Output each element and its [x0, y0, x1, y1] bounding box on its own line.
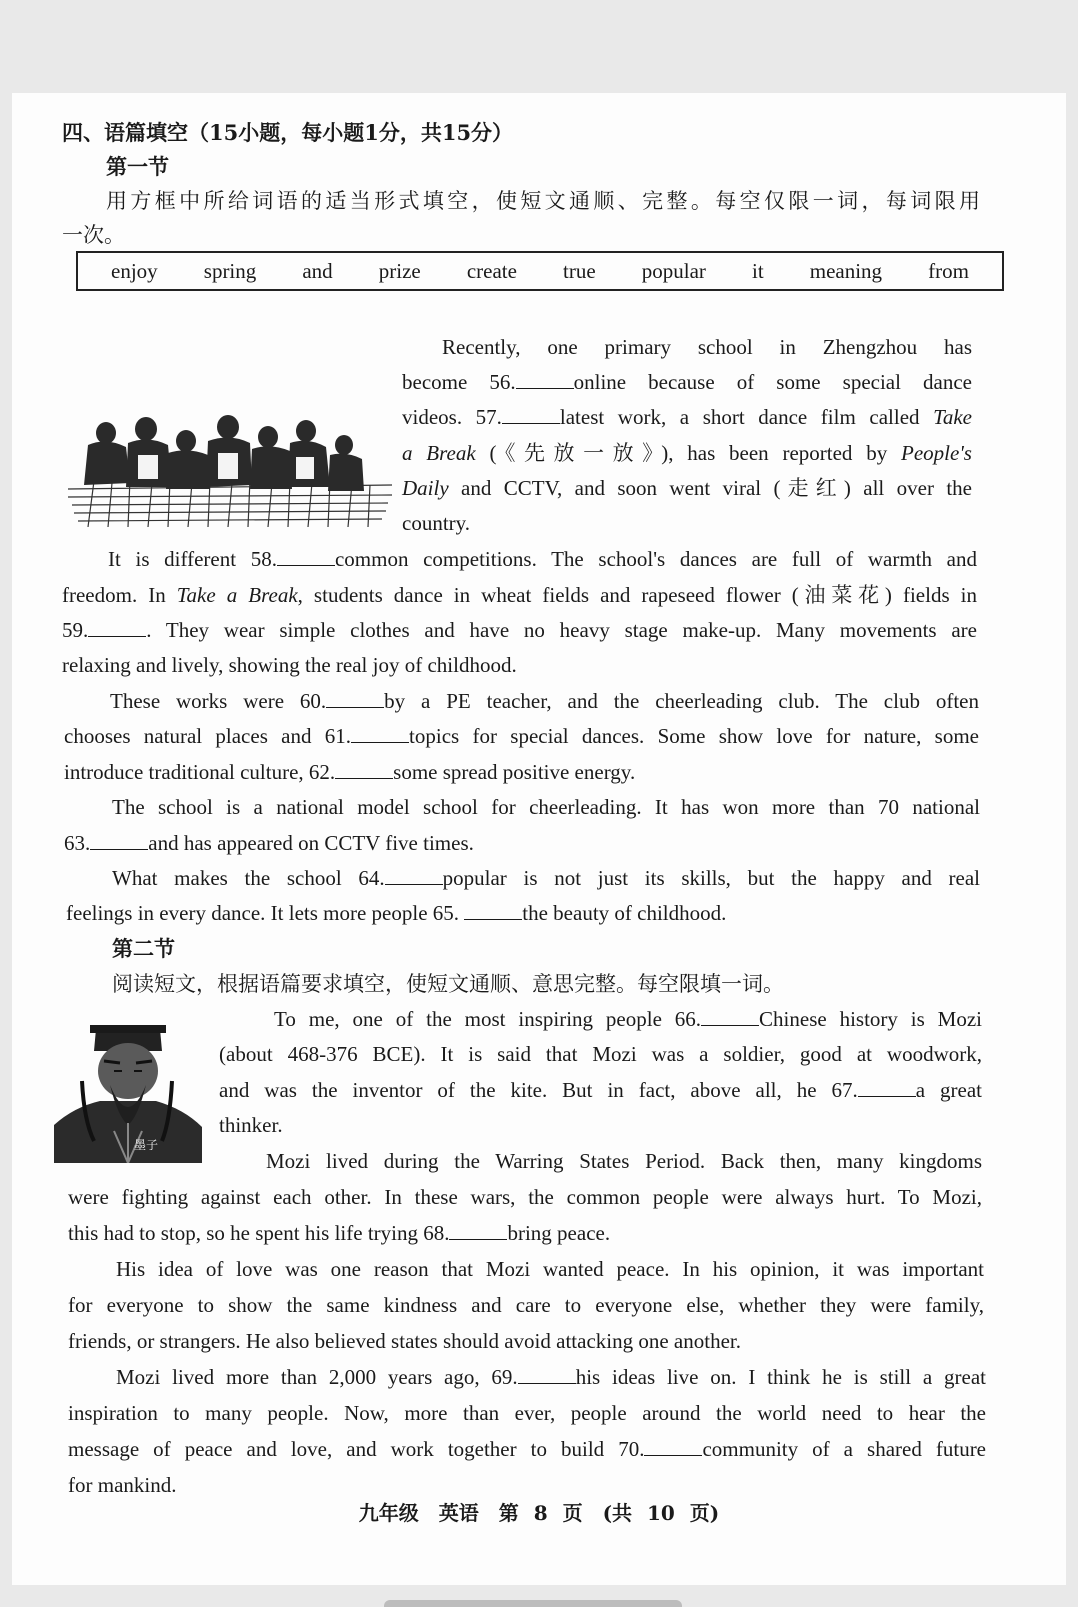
word-box: [76, 251, 1004, 291]
passage1-line: relaxing and lively, showing the real joy of childhood.: [62, 653, 517, 677]
passage1-line: These works were 60. by a PE teacher, and the cheerleading club. The club often: [110, 689, 979, 713]
answer-blank-61[interactable]: [351, 724, 409, 743]
word-box-item: create: [466, 258, 517, 283]
word-box-item: from: [928, 258, 969, 283]
passage1-line: introduce traditional culture, 62. some spread positive energy.: [64, 760, 636, 784]
passage2-line: this had to stop, so he spent his life trying 68. bring peace.: [68, 1221, 611, 1245]
passage1-line: What makes the school 64. popular is not just its skills, but the happy and real: [112, 866, 981, 890]
part1-instruction: 用方框中所给词语的适当形式填空，使短文通顺、完整。每空仅限一词，每词限用: [106, 189, 980, 213]
passage2-line: Mozi lived during the Warring States Period. Back then, many kingdoms: [266, 1149, 982, 1173]
mozi-portrait-image: [54, 1021, 202, 1163]
answer-blank-69[interactable]: [518, 1365, 576, 1384]
word-box-item: prize: [378, 258, 421, 283]
passage1-line: a Break (《先放一放》), has been reported by People's: [402, 441, 972, 465]
passage2-line: inspiration to many people. Now, more than ever, people around the world need to hear the: [68, 1401, 986, 1425]
passage2-line: friends, or strangers. He also believed states should avoid attacking one another.: [68, 1329, 741, 1353]
passage2-line: were fighting against each other. In these wars, the common people were always hurt. To Mozi,: [68, 1185, 982, 1209]
answer-blank-66[interactable]: [701, 1007, 759, 1026]
word-box-item: meaning: [809, 258, 883, 283]
passage1-line: Daily and CCTV, and soon went viral (走红) all over the: [402, 476, 972, 500]
part2-instruction: 阅读短文，根据语篇要求填空，使短文通顺、意思完整。每空限填一词。: [112, 972, 784, 996]
answer-blank-64[interactable]: [385, 866, 443, 885]
word-box-item: it: [751, 258, 764, 283]
answer-blank-67[interactable]: [858, 1078, 916, 1097]
passage1-line: freedom. In Take a Break, students dance in wheat fields and rapeseed flower (油菜花) fields in: [62, 583, 977, 607]
word-box-item: enjoy: [111, 258, 158, 283]
exam-page: [12, 93, 1066, 1585]
passage1-line: videos. 57. latest work, a short dance film called Take: [402, 405, 972, 429]
passage2-line: (about 468-376 BCE). It is said that Mozi was a soldier, good at woodwork,: [219, 1042, 982, 1066]
word-box-item: spring: [203, 258, 257, 283]
answer-blank-63[interactable]: [90, 831, 148, 850]
answer-blank-58[interactable]: [277, 547, 335, 566]
passage2-line: message of peace and love, and work together to build 70. community of a shared future: [68, 1437, 987, 1461]
page-footer: 九年级 英语 第 8 页 (共 10 页): [358, 1501, 720, 1525]
passage1-line: Recently, one primary school in Zhengzhou has: [442, 335, 972, 359]
passage2-line: thinker.: [219, 1113, 283, 1137]
passage2-line: His idea of love was one reason that Mozi wanted peace. In his opinion, it was important: [116, 1257, 984, 1281]
passage1-line: chooses natural places and 61. topics for special dances. Some show love for nature, some: [64, 724, 979, 748]
answer-blank-65[interactable]: [464, 901, 522, 920]
passage2-line: and was the inventor of the kite. But in fact, above all, he 67. a great: [219, 1078, 982, 1102]
word-box-item: and: [302, 258, 333, 283]
passage1-line: 59. . They wear simple clothes and have no heavy stage make-up. Many movements are: [62, 618, 977, 642]
passage2-line: for mankind.: [68, 1473, 177, 1497]
part1-title: 第一节: [106, 154, 169, 179]
passage1-line: country.: [402, 511, 471, 535]
passage2-line: To me, one of the most inspiring people 66. Chinese history is Mozi: [274, 1007, 982, 1031]
word-box-item: popular: [641, 258, 706, 283]
passage1-line: 63. and has appeared on CCTV five times.: [64, 831, 474, 855]
part1-instruction-cont: 一次。: [62, 223, 125, 247]
passage1-line: become 56. online because of some special dance: [402, 370, 972, 394]
dancing-students-image: [68, 411, 392, 527]
answer-blank-59[interactable]: [88, 618, 146, 637]
answer-blank-60[interactable]: [326, 689, 384, 708]
word-box-item: true: [563, 258, 596, 283]
answer-blank-62[interactable]: [335, 760, 393, 779]
answer-blank-56[interactable]: [516, 370, 574, 389]
passage1-line: feelings in every dance. It lets more people 65. the beauty of childhood.: [66, 901, 727, 925]
portrait-label: 墨子: [134, 1138, 159, 1152]
answer-blank-70[interactable]: [644, 1437, 702, 1456]
scroll-handle[interactable]: [384, 1600, 682, 1607]
passage2-line: for everyone to show the same kindness and care to everyone else, whether they were family,: [68, 1293, 984, 1317]
answer-blank-68[interactable]: [449, 1221, 507, 1240]
section-title: 四、语篇填空（15小题，每小题1分，共15分）: [62, 120, 514, 145]
part2-title: 第二节: [112, 936, 175, 961]
passage1-line: The school is a national model school for cheerleading. It has won more than 70 national: [112, 795, 980, 819]
passage2-line: Mozi lived more than 2,000 years ago, 69. his ideas live on. I think he is still a great: [116, 1365, 986, 1389]
passage1-line: It is different 58. common competitions. The school's dances are full of warmth and: [108, 547, 977, 571]
answer-blank-57[interactable]: [502, 405, 560, 424]
